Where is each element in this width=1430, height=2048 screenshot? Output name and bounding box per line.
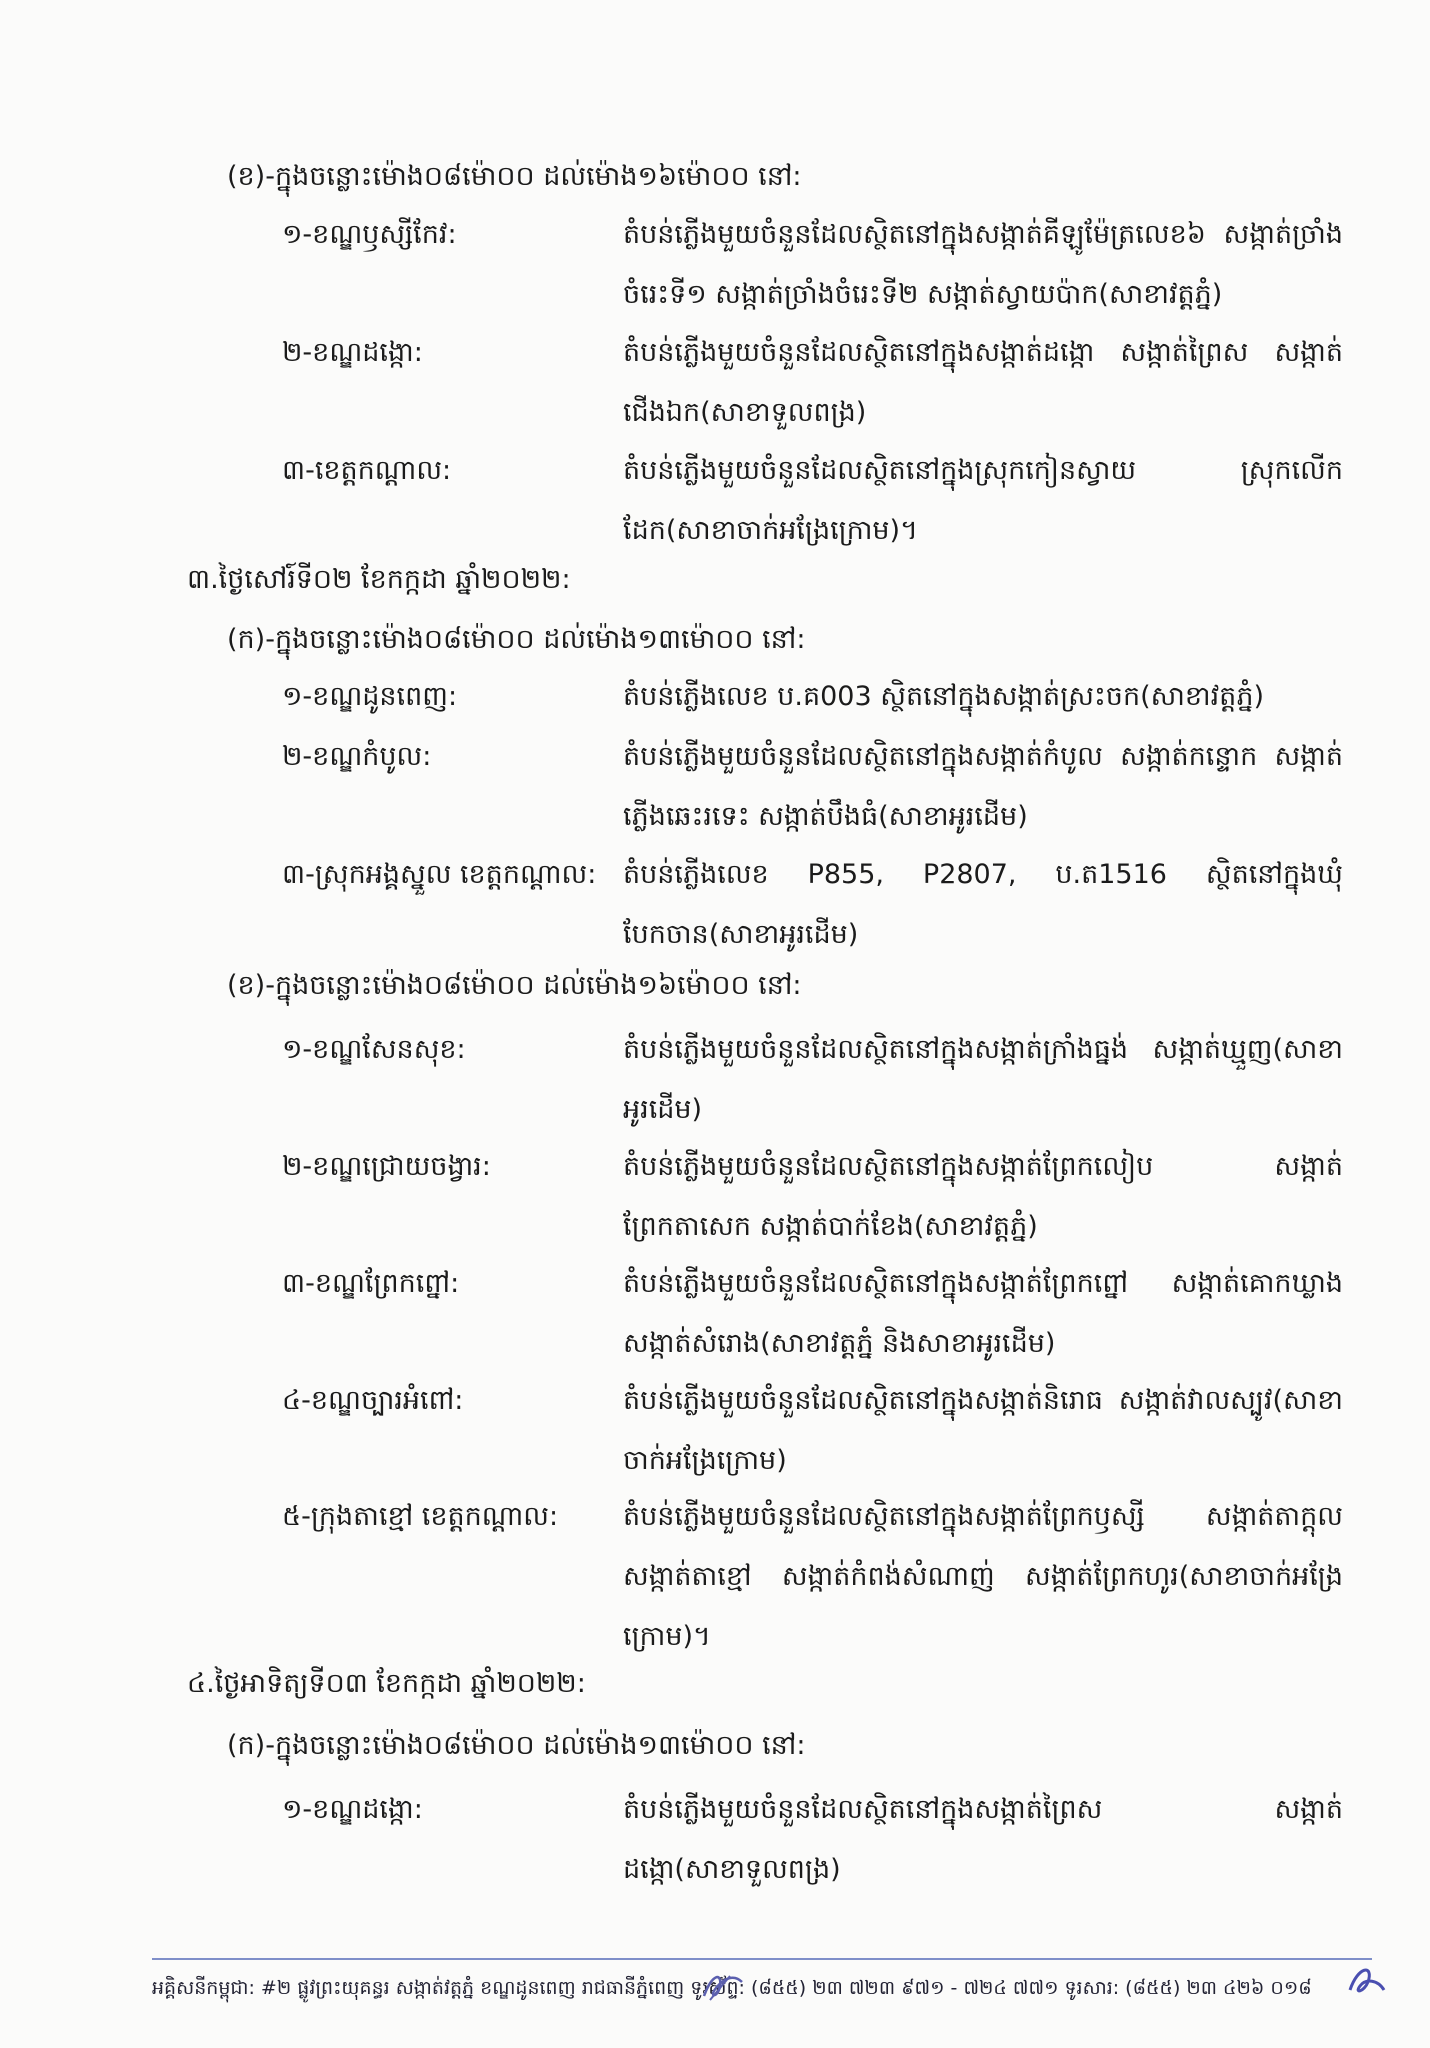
item-label: ៣-ស្រុកអង្គស្នួល ខេត្តកណ្តាល: [282, 859, 597, 890]
item-label: ១-ខណ្ឌដូនពេញ: [282, 681, 458, 712]
sub-heading: (ក)-ក្នុងចន្លោះម៉ោង០៨ម៉ោ០០ ដល់ម៉ោង១៣ម៉ោ០០ នៅ: [227, 1730, 806, 1761]
item-label: ៥-ក្រុងតាខ្មៅ ខេត្តកណ្តាល: [282, 1501, 559, 1532]
sub-heading: (ខ)-ក្នុងចន្លោះម៉ោង០៨ម៉ោ០០ ដល់ម៉ោង១៦ម៉ោ០០ នៅ: [227, 970, 802, 1001]
item-description: តំបន់ភ្លើងមួយចំនួនដែលស្ថិតនៅក្នុងសង្កាត់កំបូល សង្កាត់កន្ទោក សង្កាត់ភ្លើងឆេះរទេះ សង្កាត់បឹងធំ(សាខាអូរដើម) [623, 741, 1343, 832]
sub-heading: (ខ)-ក្នុងចន្លោះម៉ោង០៨ម៉ោ០០ ដល់ម៉ោង១៦ម៉ោ០០ នៅ: [227, 161, 802, 192]
item-description: តំបន់ភ្លើងមួយចំនួនដែលស្ថិតនៅក្នុងស្រុកកៀនស្វាយ ស្រុកលើកដែក(សាខាចាក់អង្រែក្រោម)។ [623, 455, 1343, 546]
item-description: តំបន់ភ្លើងមួយចំនួនដែលស្ថិតនៅក្នុងសង្កាត់ព្រែកលៀប សង្កាត់ព្រែកតាសេក សង្កាត់បាក់ខែង(សាខាវត្តភ្នំ) [623, 1151, 1343, 1242]
item-description: តំបន់ភ្លើងលេខ P855, P2807, ប.ត1516 ស្ថិតនៅក្នុងឃុំបែកចាន(សាខាអូរដើម) [623, 859, 1343, 950]
item-description: តំបន់ភ្លើងមួយចំនួនដែលស្ថិតនៅក្នុងសង្កាត់ព្រៃស សង្កាត់ដង្កោ(សាខាទួលពង្រ) [623, 1794, 1343, 1885]
item-label: ២-ខណ្ឌជ្រោយចង្វារ: [282, 1151, 491, 1182]
item-label: ៣-ខេត្តកណ្តាល: [282, 455, 452, 486]
item-description: តំបន់ភ្លើងមួយចំនួនដែលស្ថិតនៅក្នុងសង្កាត់ក្រាំងធ្នង់ សង្កាត់ឃ្មួញ(សាខាអូរដើម) [623, 1034, 1343, 1125]
item-description: តំបន់ភ្លើងមួយចំនួនដែលស្ថិតនៅក្នុងសង្កាត់ដង្កោ សង្កាត់ព្រៃស សង្កាត់ជើងឯក(សាខាទួលពង្រ) [623, 337, 1343, 428]
sub-heading: (ក)-ក្នុងចន្លោះម៉ោង០៨ម៉ោ០០ ដល់ម៉ោង១៣ម៉ោ០០ នៅ: [227, 624, 806, 655]
item-description: តំបន់ភ្លើងមួយចំនួនដែលស្ថិតនៅក្នុងសង្កាត់គីឡូម៉ែត្រលេខ៦ សង្កាត់ច្រាំងចំរេះទី១ សង្កាត់ច្រាំងចំរេះទី២ សង្កាត់ស្វាយប៉ាក(សាខាវត្តភ្នំ) [623, 219, 1343, 310]
item-description: តំបន់ភ្លើងលេខ ប.គ003 ស្ថិតនៅក្នុងសង្កាត់ស្រះចក(សាខាវត្តភ្នំ) [623, 681, 1264, 712]
footer-divider [152, 1958, 1372, 1960]
signature-scribble [700, 1968, 746, 2004]
day-heading: ៣.ថ្ងៃសៅរ៍ទី០២ ខែកក្កដា ឆ្នាំ២០២២: [187, 564, 571, 595]
item-label: ១-ខណ្ឌសែនសុខ: [282, 1034, 466, 1065]
item-label: ១-ខណ្ឌដង្កោ: [282, 1794, 423, 1825]
item-description: តំបន់ភ្លើងមួយចំនួនដែលស្ថិតនៅក្នុងសង្កាត់ព្រែកឫស្សី សង្កាត់តាក្តុល សង្កាត់តាខ្មៅ សង្កាត់កំពង់សំណាញ់ សង្កាត់ព្រែកហូរ(សាខាចាក់អង្រែក្រោម)។ [623, 1501, 1343, 1652]
item-label: ១-ខណ្ឌឫស្សីកែវ: [282, 219, 457, 250]
item-label: ២-ខណ្ឌកំបូល: [282, 741, 432, 772]
item-label: ៤-ខណ្ឌច្បារអំពៅ: [282, 1385, 464, 1416]
item-description: តំបន់ភ្លើងមួយចំនួនដែលស្ថិតនៅក្នុងសង្កាត់ព្រែកព្នៅ សង្កាត់គោកឃ្លាង សង្កាត់សំរោង(សាខាវត្តភ្នំ និងសាខាអូរដើម) [623, 1268, 1343, 1359]
day-heading: ៤.ថ្ងៃអាទិត្យទី០៣ ខែកក្កដា ឆ្នាំ២០២២: [187, 1668, 586, 1699]
item-label: ៣-ខណ្ឌព្រែកព្នៅ: [282, 1268, 460, 1299]
item-description: តំបន់ភ្លើងមួយចំនួនដែលស្ថិតនៅក្នុងសង្កាត់និរោធ សង្កាត់វាលស្បូវ(សាខាចាក់អង្រែក្រោម) [623, 1385, 1343, 1476]
initial-mark [1344, 1960, 1388, 2000]
footer-address: អគ្គិសនីកម្ពុជា: #២ ផ្លូវព្រះយុគន្ធរ សង្កាត់វត្តភ្នំ ខណ្ឌដូនពេញ រាជធានីភ្នំពេញ ទូរស័ព្ទ: (៨៥៥) ២៣ ៧២៣ ៩៧១ - ៧២៤ ៧៧១ ទូរសារ: (៨៥៥) ២៣ ៤២៦ ០១៨ [152, 1977, 1312, 1999]
item-label: ២-ខណ្ឌដង្កោ: [282, 337, 423, 368]
